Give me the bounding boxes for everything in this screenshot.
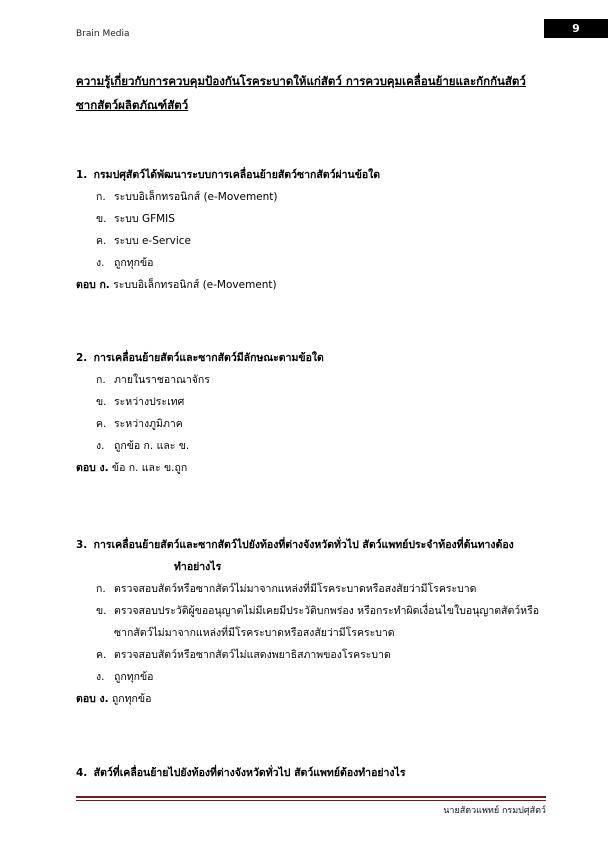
question-text-continued: ทำอย่างไร bbox=[174, 561, 222, 573]
footer-divider-thick bbox=[76, 796, 546, 798]
option-d: ง. ถูกทุกข้อ bbox=[96, 257, 154, 269]
option-b: ข. ตรวจสอบประวัติผู้ขออนุญาตไม่มีเคยมีประวัติบกพร่อง หรือกระทำผิดเงื่อนไขใบอนุญาตสัตว์หรือซากสัตว์ไม่มาจากแหล่งที่มีโรคระบาดหรือสงสัยว่ามีโรคระบาด bbox=[96, 605, 540, 639]
option-d: ง. ถูกทุกข้อ bbox=[96, 671, 154, 683]
option-a: ก. ภายในราชอาณาจักร bbox=[96, 374, 210, 386]
question-text: 1. กรมปศุสัตว์ได้พัฒนาระบบการเคลื่อนย้ายสัตว์ซากสัตว์ผ่านข้อใด bbox=[76, 169, 381, 181]
page-title: ความรู้เกี่ยวกับการควบคุมป้องกันโรคระบาดให้แก่สัตว์ การควบคุมเคลื่อนย้ายและกักกันสัตว์ ซากสัตว์ผลิตภัณฑ์สัตว์ bbox=[76, 74, 526, 112]
question-4 bbox=[76, 762, 556, 784]
option-d: ง. ถูกข้อ ก. และ ข. bbox=[96, 440, 190, 452]
question-text: 2. การเคลื่อนย้ายสัตว์และซากสัตว์มีลักษณะตามข้อใด bbox=[76, 352, 324, 364]
option-a: ก. ระบบอิเล็กทรอนิกส์ (e-Movement) bbox=[96, 191, 278, 203]
option-c: ค. ระหว่างภูมิภาค bbox=[96, 418, 183, 430]
question-text: 3. การเคลื่อนย้ายสัตว์และซากสัตว์ไปยังท้องที่ต่างจังหวัดทั่วไป สัตว์แพทย์ประจำท้องที่ต้นทางต้อง bbox=[76, 539, 514, 551]
question-2 bbox=[76, 347, 556, 479]
footer-author: นายสัตวแพทย์ กรมปศุสัตว์ bbox=[443, 806, 546, 816]
answer: ตอบ ก. ระบบอิเล็กทรอนิกส์ (e-Movement) bbox=[76, 279, 277, 291]
option-b: ข. ระบบ GFMIS bbox=[96, 213, 175, 225]
answer: ตอบ ง. ข้อ ก. และ ข.ถูก bbox=[76, 462, 188, 474]
answer: ตอบ ง. ถูกทุกข้อ bbox=[76, 693, 152, 705]
option-c: ค. ตรวจสอบสัตว์หรือซากสัตว์ไม่แสดงพยาธิสภาพของโรคระบาด bbox=[96, 649, 391, 661]
page-number: 9 bbox=[544, 19, 608, 38]
option-a: ก. ตรวจสอบสัตว์หรือซากสัตว์ไม่มาจากแหล่งที่มีโรคระบาดหรือสงสัยว่ามีโรคระบาด bbox=[96, 583, 477, 595]
question-3 bbox=[76, 534, 556, 710]
header-publisher: Brain Media bbox=[76, 29, 130, 39]
question-1 bbox=[76, 164, 556, 296]
footer-divider-thin bbox=[76, 800, 546, 801]
question-text: 4. สัตว์ที่เคลื่อนย้ายไปยังท้องที่ต่างจังหวัดทั่วไป สัตว์แพทย์ต้องทำอย่างไร bbox=[76, 767, 406, 779]
option-b: ข. ระหว่างประเทศ bbox=[96, 396, 185, 408]
option-c: ค. ระบบ e-Service bbox=[96, 235, 192, 247]
